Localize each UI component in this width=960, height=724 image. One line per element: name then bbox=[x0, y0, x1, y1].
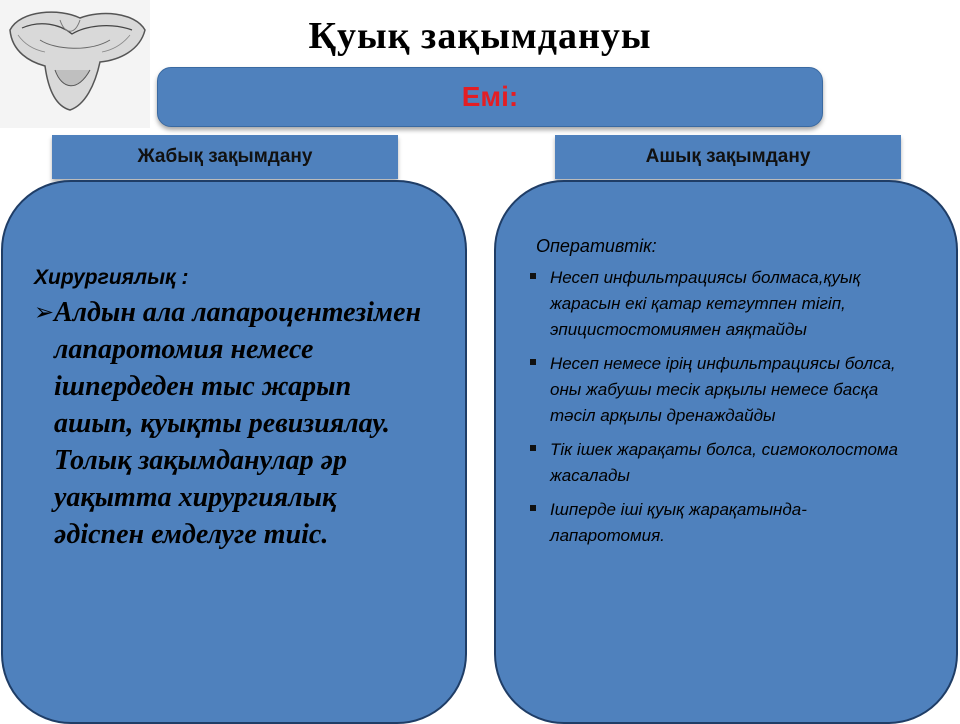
closed-bullet bbox=[34, 294, 454, 553]
closed-injury-content bbox=[34, 266, 454, 553]
square-bullet-icon bbox=[530, 445, 536, 451]
square-bullet-icon bbox=[530, 505, 536, 511]
closed-injury-header: Жабық зақымдану bbox=[52, 135, 398, 179]
treatment-label: Емі: bbox=[461, 81, 519, 112]
arrow-bullet-icon: ➢ bbox=[34, 298, 55, 326]
open-injury-content bbox=[528, 236, 928, 557]
list-item: Несеп немесе ірің инфильтрациясы болса, оны жабушы тесік арқылы немесе басқа тәсіл арқылы дренаждайды bbox=[528, 351, 928, 429]
closed-text: Алдын ала лапароцентезімен лапаротомия немесе ішпердеден тыс жарып ашып, қуықты ревизиялау. Толық зақымданулар әр уақытта хирургиялық әдіспен емделуге тиіс. bbox=[54, 297, 422, 550]
page-title: Қуық зақымдануы bbox=[308, 15, 652, 57]
open-injury-header: Ашық зақымдану bbox=[555, 135, 901, 179]
open-list bbox=[528, 265, 928, 549]
list-item: Несеп инфильтрациясы болмаса,қуық жарасын екі қатар кетгутпен тігіп, эпицистостомиямен аяқтайды bbox=[528, 265, 928, 343]
list-item: Тік ішек жарақаты болса, сигмоколостома жасалады bbox=[528, 437, 928, 489]
open-heading: Оперативтік: bbox=[536, 236, 657, 256]
treatment-box bbox=[157, 67, 823, 127]
list-item: Ішперде іші қуық жарақатында-лапаротомия. bbox=[528, 497, 928, 549]
square-bullet-icon bbox=[530, 273, 536, 279]
closed-heading: Хирургиялық : bbox=[34, 266, 189, 289]
square-bullet-icon bbox=[530, 359, 536, 365]
